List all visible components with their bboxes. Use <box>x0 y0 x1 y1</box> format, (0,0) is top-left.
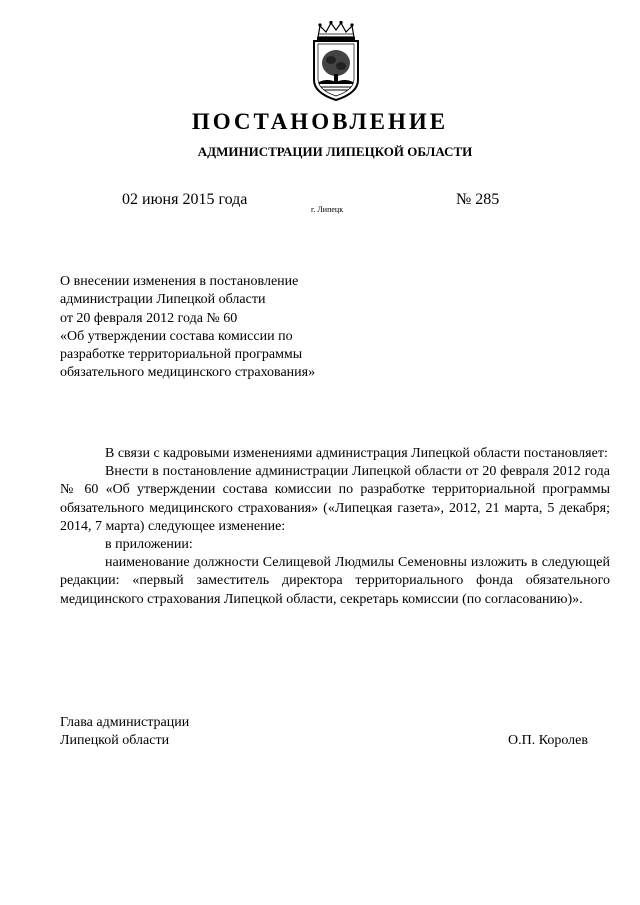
coat-of-arms-icon <box>305 20 367 104</box>
body-paragraph: наименование должности Селищевой Людмилы Семеновны изложить в следующей редакции: «первый заместитель директора территориального фонда обязательного медицинского страхования Липецкой области, секретарь комиссии (по согласованию)». <box>60 555 610 607</box>
heading-line: «Об утверждении состава комиссии по <box>60 328 293 344</box>
document-number: № 285 <box>456 191 500 208</box>
document-date: 02 июня 2015 года <box>122 191 248 208</box>
document-subtitle: АДМИНИСТРАЦИИ ЛИПЕЦКОЙ ОБЛАСТИ <box>197 144 473 159</box>
document-heading <box>60 273 315 383</box>
body-paragraph: В связи с кадровыми изменениями администрация Липецкой области постановляет: <box>105 446 608 461</box>
signatory-position <box>60 714 189 751</box>
document-body <box>60 445 610 609</box>
heading-line: администрации Липецкой области <box>60 292 266 308</box>
document-city: г. Липецк <box>311 205 344 214</box>
body-paragraph: в приложении: <box>105 537 193 553</box>
body-paragraph: Внести в постановление администрации Липецкой области от 20 февраля 2012 года № 60 «Об утверждении состава комиссии по разработке территориальной программы обязательного медицинского страхования» («Липецкая газета», 2012, 21 марта, 5 декабря; 2014, 7 марта) следующее изменение: <box>60 464 610 534</box>
document-title: ПОСТАНОВЛЕНИЕ <box>191 109 449 134</box>
signatory-position-line: Глава администрации <box>60 715 190 730</box>
signatory-name: О.П. Королев <box>508 733 588 748</box>
heading-line: О внесении изменения в постановление <box>60 274 299 289</box>
heading-line: разработке территориальной программы <box>60 347 303 363</box>
signatory-position-line: Липецкой области <box>60 733 170 749</box>
heading-line: обязательного медицинского страхования» <box>60 365 316 381</box>
heading-line: от 20 февраля 2012 года № 60 <box>60 310 238 326</box>
